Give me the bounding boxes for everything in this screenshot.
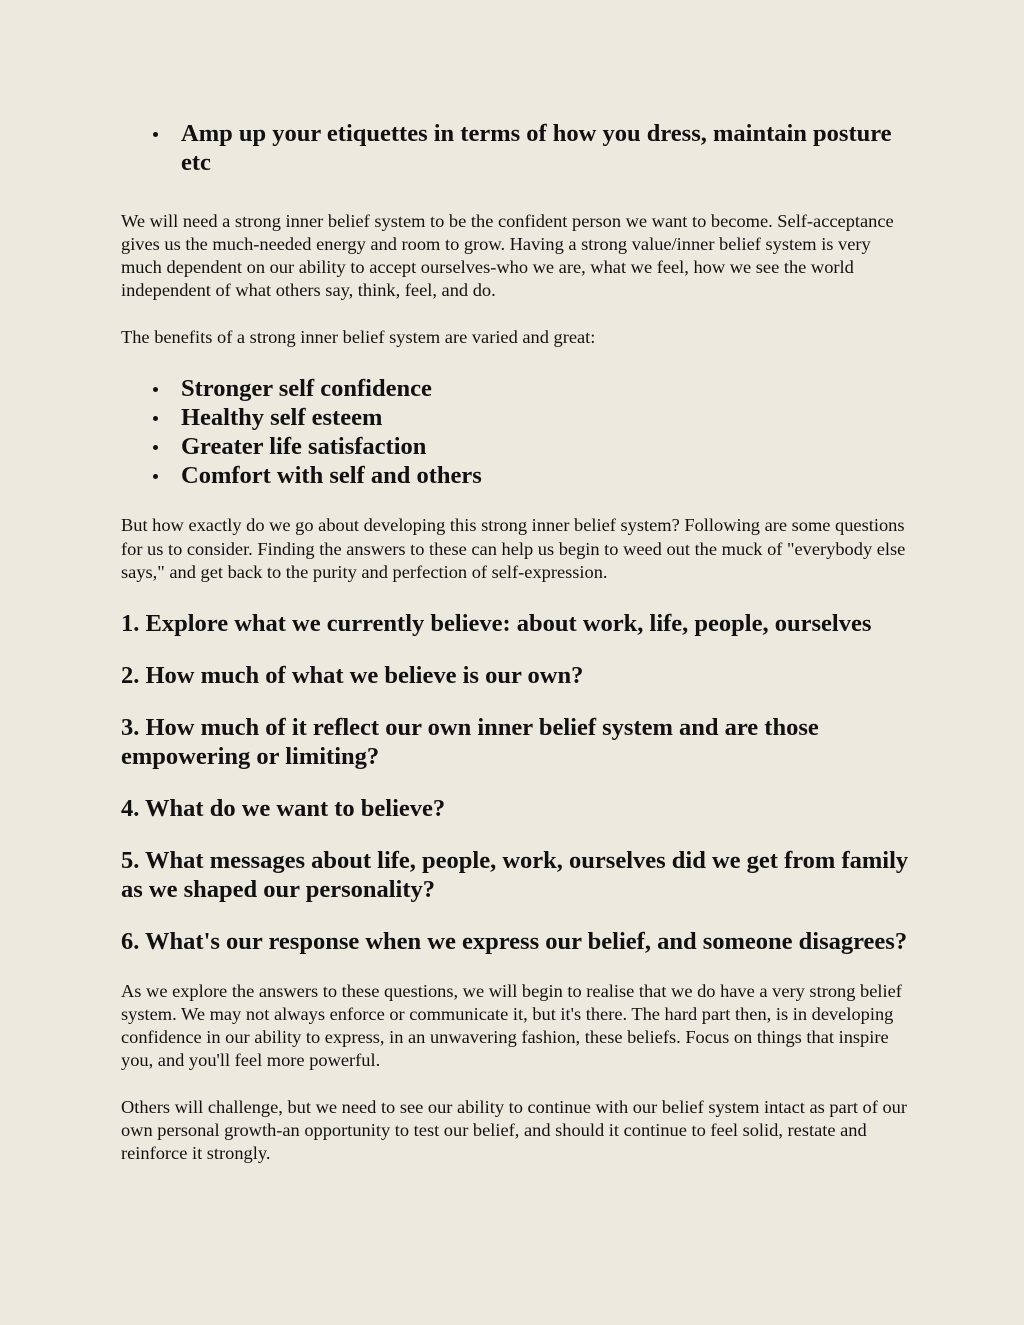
benefit-item: Healthy self esteem (181, 403, 911, 432)
benefit-item: Greater life satisfaction (181, 432, 911, 461)
paragraph: We will need a strong inner belief system to be the confident person we want to become. Self-acceptance gives us the much-needed energy and room to grow. Having a strong value/inner belief system is very much dependent on our ability to accept ourselves-who we are, what we feel, how we see the world independent of what others say, think, feel, and do. (121, 211, 894, 301)
etiquette-bullet-list (121, 119, 911, 177)
question-heading: 3. How much of it reflect our own inner belief system and are those empowering or limiting? (121, 713, 819, 770)
question-heading: 6. What's our response when we express our belief, and someone disagrees? (121, 927, 908, 955)
paragraph: The benefits of a strong inner belief system are varied and great: (121, 327, 596, 348)
benefits-list (121, 374, 911, 490)
paragraph: But how exactly do we go about developing this strong inner belief system? Following are some questions for us to consider. Finding the answers to these can help us begin to weed out the muck of "everybody else says," and get back to the purity and perfection of self-expression. (121, 515, 906, 582)
bullet-item: Amp up your etiquettes in terms of how you dress, maintain posture etc (181, 119, 911, 177)
question-heading: 1. Explore what we currently believe: about work, life, people, ourselves (121, 609, 872, 637)
paragraph: As we explore the answers to these questions, we will begin to realise that we do have a very strong belief system. We may not always enforce or communicate it, but it's there. The hard part then, is in developing confidence in our ability to express, in an unwavering fashion, these beliefs. Focus on things that inspire you, and you'll feel more powerful. (121, 980, 902, 1071)
benefit-item: Stronger self confidence (181, 374, 911, 403)
question-heading: 4. What do we want to believe? (121, 794, 446, 822)
benefit-item: Comfort with self and others (181, 461, 911, 490)
document-content (121, 119, 911, 1165)
paragraph: Others will challenge, but we need to see our ability to continue with our belief system intact as part of our own personal growth-an opportunity to test our belief, and should it continue to feel solid, restate and reinforce it strongly. (121, 1097, 907, 1164)
question-heading: 2. How much of what we believe is our own? (121, 661, 584, 689)
question-heading: 5. What messages about life, people, work, ourselves did we get from family as we shaped our personality? (121, 846, 909, 903)
